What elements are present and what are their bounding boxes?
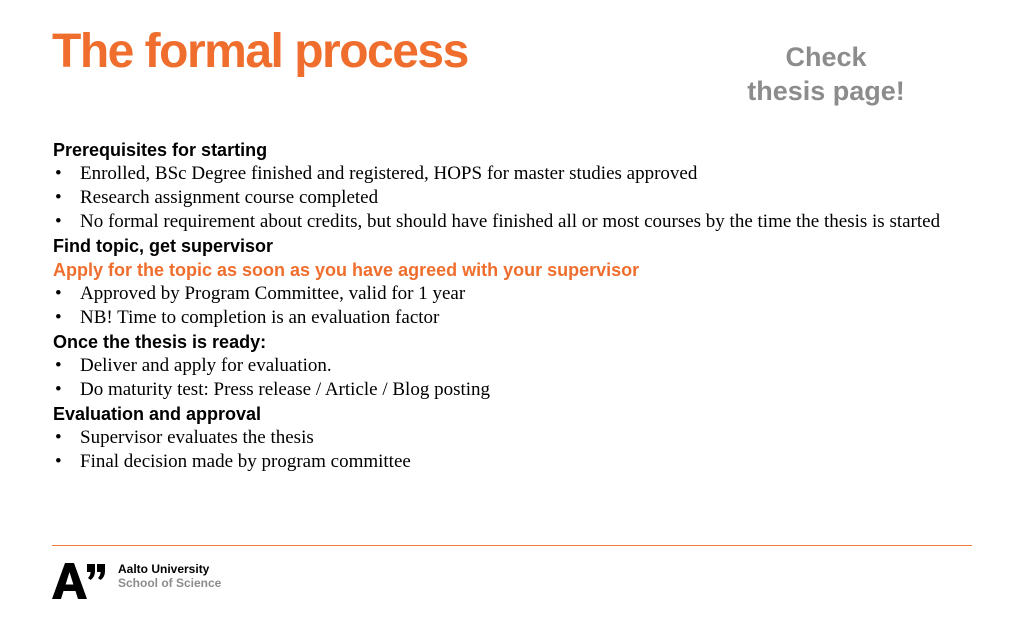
section-heading: Find topic, get supervisor (53, 236, 274, 256)
list-item-text: Supervisor evaluates the thesis (80, 427, 314, 448)
section-find-topic (53, 234, 953, 258)
bullet-list (53, 354, 953, 402)
bullet-list (53, 162, 953, 234)
list-item-text: Final decision made by program committee (80, 451, 411, 472)
bullet-icon: • (55, 355, 62, 376)
section-prerequisites (53, 138, 953, 234)
section-apply-topic (53, 258, 953, 330)
slide-title: The formal process (52, 25, 468, 78)
section-heading: Prerequisites for starting (53, 140, 268, 160)
section-heading: Once the thesis is ready: (53, 332, 267, 352)
callout-line-2: thesis page! (747, 76, 905, 106)
list-item-text: No formal requirement about credits, but should have finished all or most courses by the time the thesis is started (80, 211, 941, 232)
footer-divider (52, 545, 972, 546)
university-name: Aalto University (118, 562, 210, 576)
list-item-text: NB! Time to completion is an evaluation factor (80, 307, 440, 328)
list-item (53, 162, 953, 186)
bullet-icon: • (55, 163, 62, 184)
section-heading-highlighted: Apply for the topic as soon as you have agreed with your supervisor (53, 260, 640, 280)
list-item-text: Deliver and apply for evaluation. (80, 355, 332, 376)
section-heading: Evaluation and approval (53, 404, 262, 424)
slide-content (53, 138, 953, 474)
section-evaluation (53, 402, 953, 474)
list-item-text: Enrolled, BSc Degree finished and registered, HOPS for master studies approved (80, 163, 698, 184)
list-item (53, 210, 953, 234)
bullet-icon: • (55, 283, 62, 304)
section-thesis-ready (53, 330, 953, 402)
list-item-text: Approved by Program Committee, valid for 1 year (80, 283, 466, 304)
list-item (53, 378, 953, 402)
list-item (53, 450, 953, 474)
bullet-icon: • (55, 427, 62, 448)
school-name: School of Science (118, 576, 222, 590)
list-item (53, 306, 953, 330)
callout-line-1: Check (785, 42, 867, 72)
list-item-text: Do maturity test: Press release / Article / Blog posting (80, 379, 491, 400)
aalto-logo (52, 562, 221, 600)
bullet-list (53, 426, 953, 474)
aalto-a-quote-logo-icon (52, 562, 106, 600)
bullet-icon: • (55, 379, 62, 400)
bullet-icon: • (55, 451, 62, 472)
list-item (53, 282, 953, 306)
thesis-page-callout (730, 40, 922, 108)
bullet-icon: • (55, 187, 62, 208)
bullet-icon: • (55, 307, 62, 328)
list-item (53, 354, 953, 378)
list-item (53, 426, 953, 450)
list-item (53, 186, 953, 210)
list-item-text: Research assignment course completed (80, 187, 379, 208)
logo-wordmark (118, 562, 221, 590)
bullet-icon: • (55, 211, 62, 232)
bullet-list (53, 282, 953, 330)
